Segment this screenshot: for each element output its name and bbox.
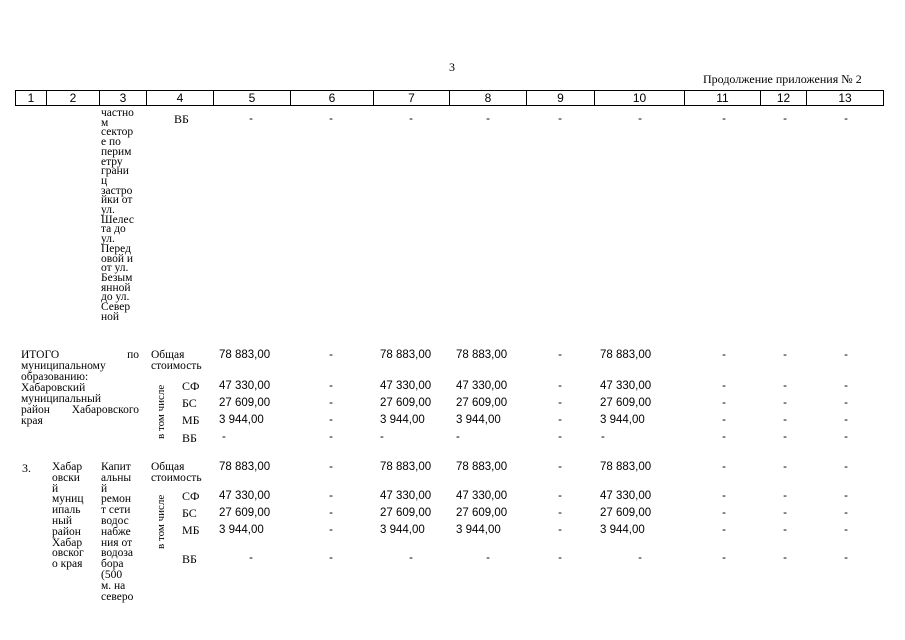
cell-12: - — [783, 431, 787, 443]
org-line: о края — [52, 558, 83, 571]
desc-line: водоза — [101, 547, 134, 560]
cell-8: 27 609,00 — [456, 397, 508, 409]
cell-12: - — [783, 349, 787, 361]
cell-6: - — [329, 552, 333, 564]
cell-10: 47 330,00 — [600, 490, 652, 502]
cell-12: - — [783, 397, 787, 409]
cell-8: 47 330,00 — [456, 490, 508, 502]
col-header-7: 7 — [374, 91, 450, 106]
cell-13: - — [844, 431, 848, 443]
desc-line: й — [101, 482, 108, 495]
title-line: муниципальный — [21, 393, 102, 405]
cell-11: - — [722, 524, 726, 536]
cell-8: 27 609,00 — [456, 507, 508, 519]
block1-cell-11: - — [722, 113, 726, 125]
cell-9: - — [558, 414, 562, 426]
cell-13: - — [844, 552, 848, 564]
cell-12: - — [783, 507, 787, 519]
page-number: 3 — [449, 60, 455, 74]
cell-13: - — [844, 490, 848, 502]
title-word: ИТОГО — [21, 349, 60, 361]
desc-line: ул. — [101, 233, 115, 246]
title-line: образованию: — [21, 371, 89, 383]
cell-10: 47 330,00 — [600, 380, 652, 392]
row-label: ВБ — [182, 552, 197, 566]
row-label: МБ — [182, 413, 200, 427]
cell-6: - — [329, 414, 333, 426]
cell-12: - — [783, 524, 787, 536]
cell-5: 27 609,00 — [219, 397, 271, 409]
cell-7: - — [409, 552, 413, 564]
block3-organization — [52, 462, 88, 570]
col-header-10: 10 — [595, 91, 685, 106]
cell-12: - — [783, 414, 787, 426]
desc-line: е по — [101, 136, 121, 149]
desc-line: м — [101, 116, 109, 129]
col-header-1: 1 — [16, 91, 47, 106]
cell-7: 78 883,00 — [380, 349, 432, 361]
org-line: муниц — [52, 493, 84, 506]
row-label: СФ — [182, 379, 200, 393]
desc-line: ния от — [101, 536, 133, 549]
cell-10: - — [601, 431, 605, 443]
cell-6: - — [329, 524, 333, 536]
total-label-line: Общая — [151, 349, 185, 361]
cell-12: - — [783, 490, 787, 502]
org-line: Хабар — [52, 536, 83, 549]
col-header-3: 3 — [100, 91, 147, 106]
block3-item-number: 3. — [22, 461, 31, 475]
cell-8: 78 883,00 — [456, 349, 508, 361]
block2-title — [21, 350, 139, 427]
desc-line: Безым — [101, 271, 133, 284]
desc-line: (500 — [101, 568, 123, 581]
cell-11: - — [722, 397, 726, 409]
cell-7: 47 330,00 — [380, 490, 432, 502]
total-label-line: стоимость — [151, 472, 202, 484]
block1-cell-9: - — [558, 113, 562, 125]
org-line: Хабар — [52, 461, 83, 473]
desc-line: набже — [101, 525, 131, 538]
cell-7: 78 883,00 — [380, 461, 432, 473]
desc-line: ремон — [101, 493, 132, 506]
cell-13: - — [844, 461, 848, 473]
cell-9: - — [558, 380, 562, 392]
cell-5: 27 609,00 — [219, 507, 271, 519]
title-line: края — [21, 415, 43, 427]
title-line: муниципальному — [21, 360, 106, 372]
row-label: ВБ — [182, 431, 197, 445]
cell-9: - — [558, 349, 562, 361]
desc-line: водос — [101, 514, 129, 527]
desc-line: от ул. — [101, 262, 129, 275]
cell-11: - — [722, 461, 726, 473]
desc-line: Шелес — [101, 213, 134, 226]
row-label: МБ — [182, 523, 200, 537]
org-line: овски — [52, 471, 80, 484]
org-line: район — [52, 525, 81, 538]
block3-total-label — [151, 462, 202, 484]
cell-6: - — [329, 461, 333, 473]
cell-9: - — [558, 490, 562, 502]
block2-incl-label: в том числе — [155, 384, 167, 440]
block2-total-label — [151, 350, 202, 372]
desc-line: Капит — [101, 461, 131, 473]
cell-9: - — [558, 461, 562, 473]
desc-line: та до — [101, 223, 126, 236]
col-header-12: 12 — [761, 91, 807, 106]
row-label: БС — [182, 506, 197, 520]
cell-9: - — [558, 431, 562, 443]
cell-8: - — [486, 552, 490, 564]
desc-line: т сети — [101, 504, 131, 517]
cell-11: - — [722, 552, 726, 564]
cell-13: - — [844, 414, 848, 426]
cell-6: - — [329, 349, 333, 361]
org-line: й — [52, 482, 59, 495]
block1-cell-7: - — [409, 113, 413, 125]
cell-9: - — [558, 507, 562, 519]
cell-13: - — [844, 507, 848, 519]
cell-10: 3 944,00 — [600, 524, 645, 536]
block1-cell-13: - — [844, 113, 848, 125]
block1-cell-12: - — [783, 113, 787, 125]
cell-6: - — [329, 490, 333, 502]
cell-11: - — [722, 349, 726, 361]
block1-cell-5: - — [249, 113, 253, 125]
cell-13: - — [844, 524, 848, 536]
continuation-note: Продолжение приложения № 2 — [703, 72, 862, 86]
col-header-13: 13 — [807, 91, 884, 106]
cell-5: 47 330,00 — [219, 380, 271, 392]
col-header-6: 6 — [291, 91, 374, 106]
org-line: овског — [52, 547, 84, 560]
cell-8: 78 883,00 — [456, 461, 508, 473]
desc-line: овой и — [101, 252, 134, 265]
block3-incl-label: в том числе — [155, 494, 167, 550]
desc-line: етру — [101, 155, 123, 168]
cell-8: 3 944,00 — [456, 414, 501, 426]
block1-cell-6: - — [329, 113, 333, 125]
desc-line: альны — [101, 471, 132, 484]
cell-5: 3 944,00 — [219, 414, 264, 426]
desc-line: грани — [101, 165, 129, 178]
total-label-line: стоимость — [151, 360, 202, 372]
cell-13: - — [844, 349, 848, 361]
desc-line: Перед — [101, 242, 131, 255]
cell-11: - — [722, 380, 726, 392]
cell-8: - — [456, 431, 460, 443]
cell-11: - — [722, 507, 726, 519]
cell-12: - — [783, 380, 787, 392]
cell-12: - — [783, 552, 787, 564]
block3-description — [101, 462, 139, 602]
block1-description — [101, 109, 139, 322]
cell-5: - — [222, 431, 226, 443]
desc-line: Север — [101, 301, 131, 314]
cell-5: 78 883,00 — [219, 461, 271, 473]
col-header-5: 5 — [214, 91, 291, 106]
cell-11: - — [722, 490, 726, 502]
cell-7: 27 609,00 — [380, 397, 432, 409]
row-label: СФ — [182, 489, 200, 503]
col-header-2: 2 — [47, 91, 100, 106]
cell-9: - — [558, 397, 562, 409]
cell-9: - — [558, 552, 562, 564]
desc-line: северо — [101, 590, 134, 603]
title-word: по — [127, 349, 139, 361]
title-word: Хабаровского — [71, 404, 139, 416]
cell-6: - — [329, 380, 333, 392]
cell-10: 27 609,00 — [600, 397, 652, 409]
desc-line: бора — [101, 558, 124, 571]
cell-10: - — [638, 552, 642, 564]
cell-5: - — [249, 552, 253, 564]
block1-cell-8: - — [486, 113, 490, 125]
cell-13: - — [844, 380, 848, 392]
cell-10: 3 944,00 — [600, 414, 645, 426]
desc-line: ц — [101, 174, 108, 187]
cell-6: - — [329, 431, 333, 443]
cell-11: - — [722, 414, 726, 426]
desc-line: до ул. — [101, 291, 130, 304]
cell-6: - — [329, 397, 333, 409]
cell-5: 47 330,00 — [219, 490, 271, 502]
cell-10: 27 609,00 — [600, 507, 652, 519]
cell-8: 47 330,00 — [456, 380, 508, 392]
desc-line: ной — [101, 310, 120, 323]
cell-12: - — [783, 461, 787, 473]
block1-vb-label: ВБ — [174, 112, 189, 126]
cell-7: - — [380, 431, 384, 443]
desc-line: йки от — [101, 194, 133, 207]
cell-13: - — [844, 397, 848, 409]
cell-5: 78 883,00 — [219, 349, 271, 361]
column-number-header — [15, 90, 884, 106]
col-header-4: 4 — [147, 91, 214, 106]
desc-line: ул. — [101, 204, 115, 217]
title-word: район — [21, 404, 50, 416]
row-label: БС — [182, 396, 197, 410]
block1-cell-10: - — [638, 113, 642, 125]
title-line: Хабаровский — [21, 382, 86, 394]
cell-6: - — [329, 507, 333, 519]
cell-7: 47 330,00 — [380, 380, 432, 392]
cell-7: 3 944,00 — [380, 414, 425, 426]
cell-5: 3 944,00 — [219, 524, 264, 536]
cell-9: - — [558, 524, 562, 536]
cell-7: 3 944,00 — [380, 524, 425, 536]
col-header-11: 11 — [685, 91, 761, 106]
desc-line: застро — [101, 184, 133, 197]
org-line: ный — [52, 514, 73, 527]
cell-7: 27 609,00 — [380, 507, 432, 519]
cell-10: 78 883,00 — [600, 461, 652, 473]
desc-line: сектор — [101, 126, 134, 139]
org-line: ипаль — [52, 504, 81, 517]
desc-line: м. на — [101, 579, 126, 592]
cell-11: - — [722, 431, 726, 443]
desc-line: янной — [101, 281, 131, 294]
total-label-line: Общая — [151, 461, 185, 473]
col-header-8: 8 — [450, 91, 527, 106]
cell-10: 78 883,00 — [600, 349, 652, 361]
desc-line: перим — [101, 145, 132, 158]
cell-8: 3 944,00 — [456, 524, 501, 536]
desc-line: частно — [101, 107, 134, 119]
col-header-9: 9 — [527, 91, 595, 106]
